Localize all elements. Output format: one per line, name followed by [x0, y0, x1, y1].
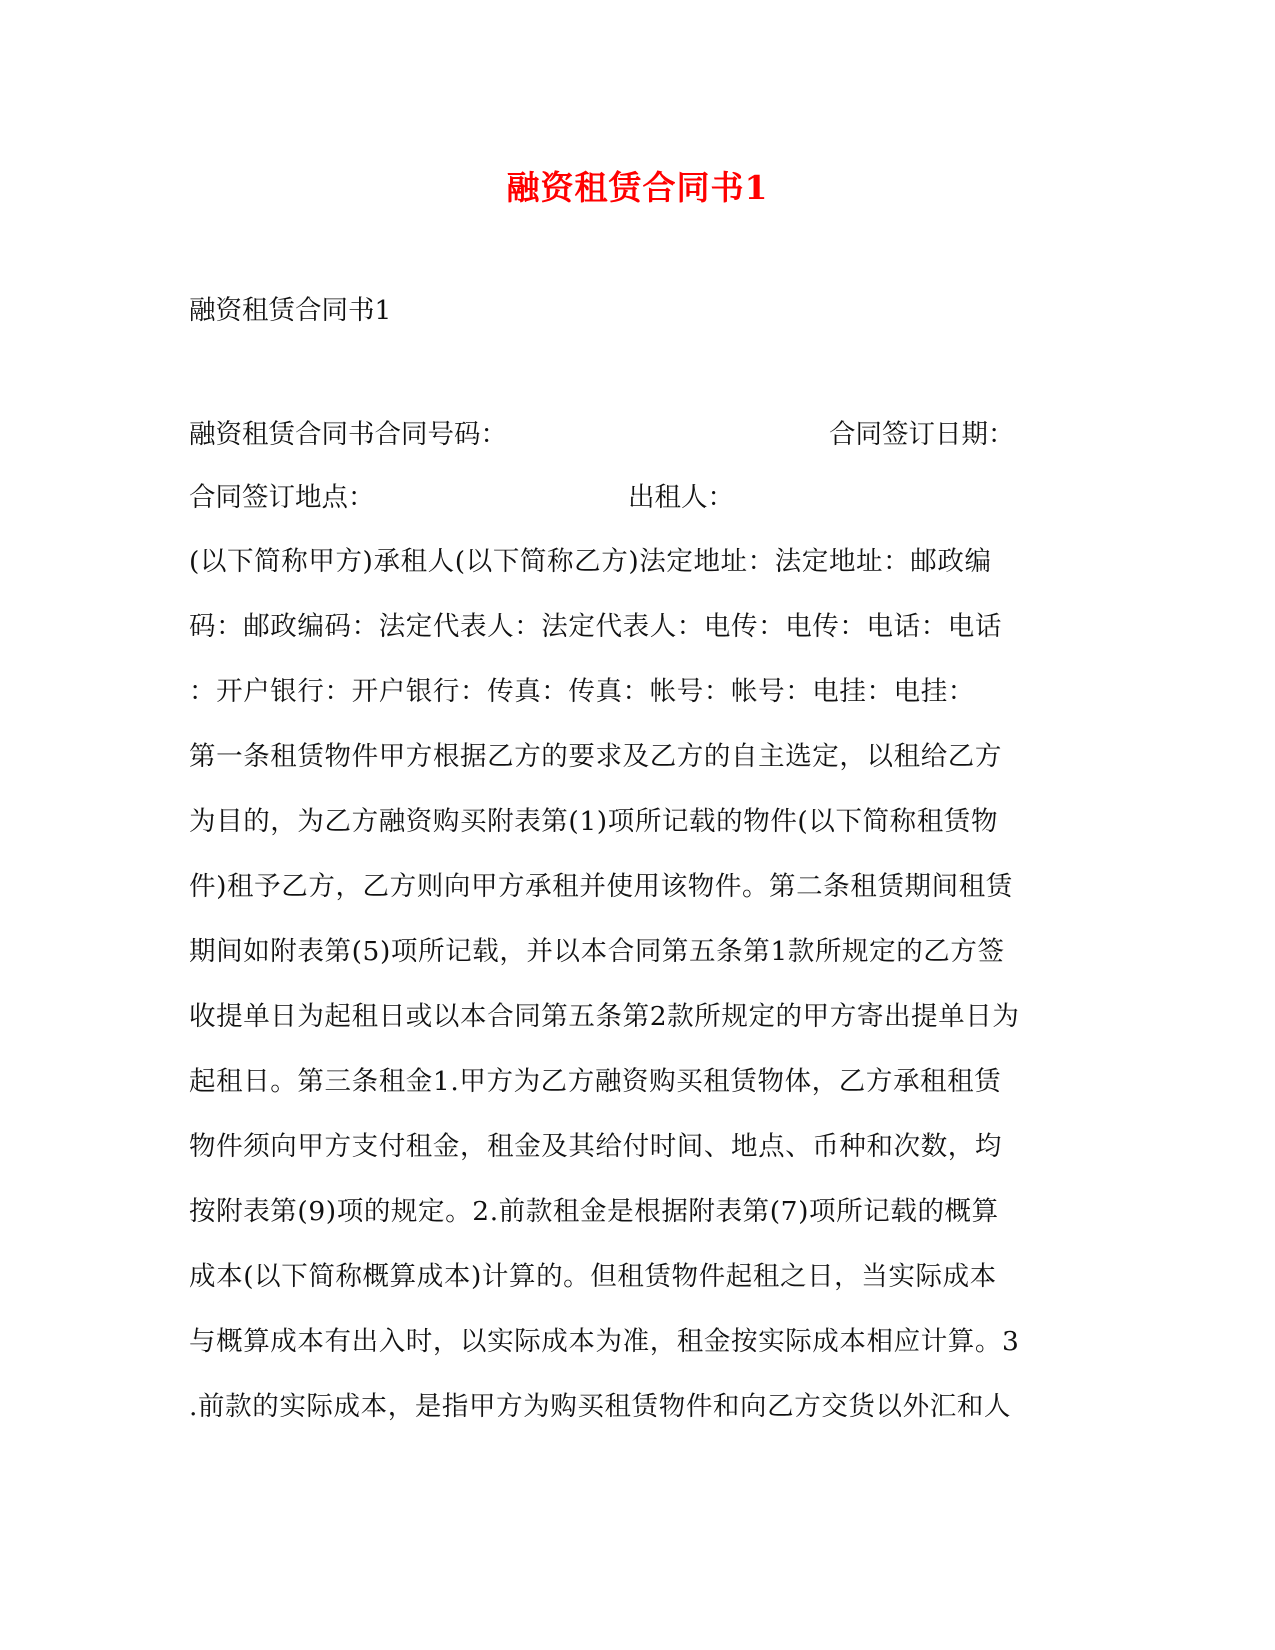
- contract-body: [189, 545, 1089, 1455]
- document-subtitle: 融资租赁合同书1: [189, 295, 392, 326]
- lessor-label: 出租人：: [628, 482, 734, 513]
- body-line: 件)租予乙方，乙方则向甲方承租并使用该物件。第二条租赁期间租赁: [189, 871, 1013, 902]
- body-line: 与概算成本有出入时，以实际成本为准，租金按实际成本相应计算。3: [189, 1326, 1020, 1357]
- body-line: 起租日。第三条租金1.甲方为乙方融资购买租赁物体，乙方承租租赁: [189, 1066, 1002, 1097]
- body-line: 物件须向甲方支付租金，租金及其给付时间、地点、币种和次数，均: [189, 1131, 1002, 1162]
- contract-number-label: 融资租赁合同书合同号码：: [189, 419, 507, 450]
- body-line: 按附表第(9)项的规定。2.前款租金是根据附表第(7)项所记载的概算: [189, 1196, 999, 1227]
- body-line: 第一条租赁物件甲方根据乙方的要求及乙方的自主选定，以租给乙方: [189, 741, 1002, 772]
- document-title: 融资租赁合同书1: [506, 168, 769, 207]
- body-line: 码：邮政编码：法定代表人：法定代表人：电传：电传：电话：电话: [189, 611, 1002, 642]
- body-line: (以下简称甲方)承租人(以下简称乙方)法定地址：法定地址：邮政编: [189, 546, 992, 577]
- body-line: ：开户银行：开户银行：传真：传真：帐号：帐号：电挂：电挂：: [189, 676, 975, 707]
- body-line: 期间如附表第(5)项所记载，并以本合同第五条第1款所规定的乙方签: [189, 936, 1005, 967]
- body-line: 收提单日为起租日或以本合同第五条第2款所规定的甲方寄出提单日为: [189, 1001, 1020, 1032]
- body-line: 为目的，为乙方融资购买附表第(1)项所记载的物件(以下简称租赁物: [189, 806, 999, 837]
- sign-place-label: 合同签订地点：: [189, 482, 375, 513]
- body-line: .前款的实际成本，是指甲方为购买租赁物件和向乙方交货以外汇和人: [189, 1391, 1012, 1422]
- sign-date-label: 合同签订日期：: [829, 419, 1015, 450]
- body-line: 成本(以下简称概算成本)计算的。但租赁物件起租之日，当实际成本: [189, 1261, 997, 1292]
